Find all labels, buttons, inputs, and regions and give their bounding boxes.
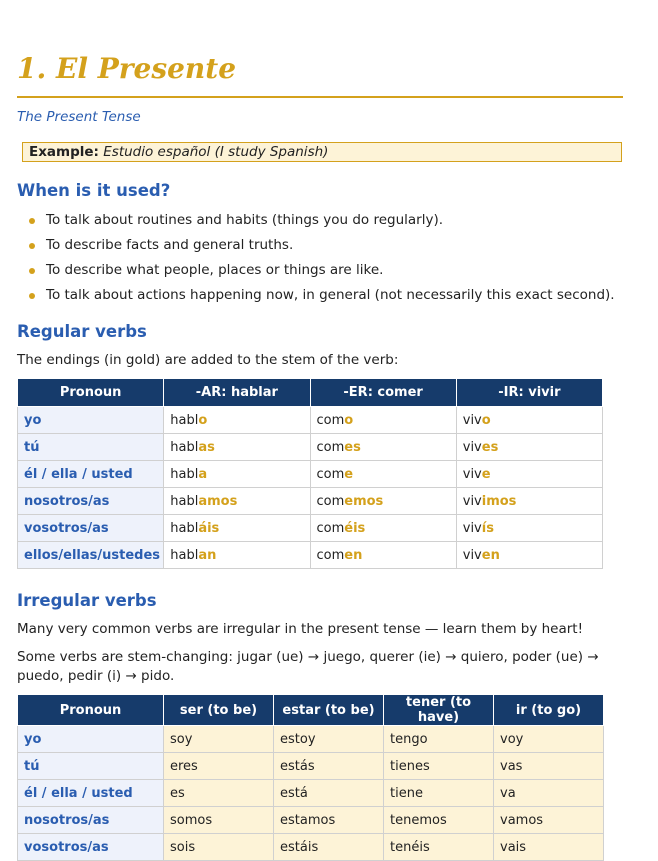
column-header: ir (to go): [494, 695, 604, 726]
pronoun-cell: yo: [18, 407, 164, 434]
title-divider: [17, 96, 623, 98]
example-box: [22, 142, 622, 162]
stem: viv: [462, 493, 482, 509]
stem: viv: [462, 520, 482, 536]
page-title: 1. El Presente: [17, 52, 237, 85]
ending: áis: [198, 520, 220, 536]
pronoun-cell: vosotros/as: [18, 834, 164, 861]
er-cell: [310, 542, 456, 569]
ending: e: [344, 466, 354, 482]
irregular-verbs-heading: Irregular verbs: [17, 591, 157, 610]
irregular-intro-1: Many very common verbs are irregular in the present tense — learn them by heart!: [17, 621, 584, 637]
stem: habl: [170, 439, 199, 455]
er-cell: [310, 434, 456, 461]
ir-cell: [456, 542, 602, 569]
verb-cell: tengo: [384, 726, 494, 753]
example-label: Example:: [29, 144, 99, 160]
ending: o: [198, 412, 208, 428]
bullet-icon: [29, 268, 35, 274]
bullet-icon: [29, 293, 35, 299]
ar-cell: [164, 515, 310, 542]
list-item: [17, 258, 615, 283]
column-header: Pronoun: [18, 695, 164, 726]
irregular-intro-2: Some verbs are stem-changing: jugar (ue) → juego, querer (ie) → quiero, poder (ue) → puedo, pedir (i) → pido.: [17, 649, 599, 684]
stem: viv: [462, 466, 482, 482]
ending: o: [344, 412, 354, 428]
regular-intro: The endings (in gold) are added to the stem of the verb:: [17, 352, 399, 368]
ir-cell: [456, 407, 602, 434]
pronoun-cell: él / ella / usted: [18, 780, 164, 807]
stem: habl: [170, 493, 199, 509]
verb-cell: tenemos: [384, 807, 494, 834]
bullet-text: To describe facts and general truths.: [46, 237, 294, 253]
column-header: -IR: vivir: [456, 379, 602, 407]
table-row: [18, 515, 603, 542]
list-item: [17, 233, 615, 258]
ending: amos: [198, 493, 238, 509]
when-used-heading: When is it used?: [17, 181, 171, 200]
verb-cell: soy: [164, 726, 274, 753]
ending: éis: [344, 520, 366, 536]
pronoun-cell: yo: [18, 726, 164, 753]
stem: viv: [462, 547, 482, 563]
stem: habl: [170, 520, 199, 536]
bullet-icon: [29, 243, 35, 249]
verb-cell: eres: [164, 753, 274, 780]
ar-cell: [164, 434, 310, 461]
stem: habl: [170, 547, 199, 563]
verb-cell: estáis: [274, 834, 384, 861]
pronoun-cell: tú: [18, 753, 164, 780]
ending: es: [481, 439, 499, 455]
table-header-row: [18, 695, 604, 726]
regular-verbs-heading: Regular verbs: [17, 322, 147, 341]
stem: com: [316, 466, 345, 482]
column-header: estar (to be): [274, 695, 384, 726]
ending: en: [481, 547, 500, 563]
verb-cell: vais: [494, 834, 604, 861]
stem: com: [316, 439, 345, 455]
ar-cell: [164, 407, 310, 434]
verb-cell: tiene: [384, 780, 494, 807]
list-item: [17, 283, 615, 308]
list-item: [17, 208, 615, 233]
ending: e: [481, 466, 491, 482]
pronoun-cell: ellos/ellas/ustedes: [18, 542, 164, 569]
irregular-verbs-table: [17, 694, 604, 861]
verb-cell: sois: [164, 834, 274, 861]
ending: an: [198, 547, 217, 563]
bullet-text: To describe what people, places or things are like.: [46, 262, 384, 278]
ending: es: [344, 439, 361, 455]
verb-cell: es: [164, 780, 274, 807]
pronoun-cell: nosotros/as: [18, 488, 164, 515]
table-row: [18, 807, 604, 834]
bullet-text: To talk about actions happening now, in general (not necessarily this exact second).: [46, 287, 615, 303]
verb-cell: voy: [494, 726, 604, 753]
verb-cell: está: [274, 780, 384, 807]
ir-cell: [456, 488, 602, 515]
verb-cell: estoy: [274, 726, 384, 753]
verb-cell: estamos: [274, 807, 384, 834]
table-row: [18, 434, 603, 461]
verb-cell: va: [494, 780, 604, 807]
ar-cell: [164, 488, 310, 515]
stem: com: [316, 412, 345, 428]
table-row: [18, 407, 603, 434]
pronoun-cell: nosotros/as: [18, 807, 164, 834]
column-header: Pronoun: [18, 379, 164, 407]
ending: ís: [481, 520, 494, 536]
er-cell: [310, 461, 456, 488]
pronoun-cell: tú: [18, 434, 164, 461]
table-row: [18, 780, 604, 807]
verb-cell: tienes: [384, 753, 494, 780]
table-row: [18, 753, 604, 780]
column-header: -AR: hablar: [164, 379, 310, 407]
ar-cell: [164, 461, 310, 488]
stem: com: [316, 493, 345, 509]
verb-cell: vamos: [494, 807, 604, 834]
verb-cell: estás: [274, 753, 384, 780]
table-header-row: [18, 379, 603, 407]
stem: com: [316, 547, 345, 563]
bullet-icon: [29, 218, 35, 224]
table-row: [18, 726, 604, 753]
ending: a: [198, 466, 208, 482]
example-text: Estudio español (I study Spanish): [103, 144, 329, 160]
er-cell: [310, 488, 456, 515]
verb-cell: vas: [494, 753, 604, 780]
column-header: -ER: comer: [310, 379, 456, 407]
ending: as: [198, 439, 215, 455]
table-row: [18, 461, 603, 488]
ir-cell: [456, 434, 602, 461]
regular-verbs-table: [17, 378, 603, 569]
stem: habl: [170, 412, 199, 428]
table-row: [18, 542, 603, 569]
ir-cell: [456, 515, 602, 542]
ending: emos: [344, 493, 384, 509]
when-used-list: [17, 208, 615, 308]
er-cell: [310, 407, 456, 434]
stem: com: [316, 520, 345, 536]
ending: o: [481, 412, 491, 428]
column-header: tener (to have): [384, 695, 494, 726]
page-subtitle: The Present Tense: [17, 109, 141, 125]
table-row: [18, 834, 604, 861]
ar-cell: [164, 542, 310, 569]
column-header: ser (to be): [164, 695, 274, 726]
ending: en: [344, 547, 363, 563]
pronoun-cell: vosotros/as: [18, 515, 164, 542]
stem: habl: [170, 466, 199, 482]
verb-cell: tenéis: [384, 834, 494, 861]
stem: viv: [462, 412, 482, 428]
ending: imos: [481, 493, 517, 509]
verb-cell: somos: [164, 807, 274, 834]
stem: viv: [462, 439, 482, 455]
bullet-text: To talk about routines and habits (things you do regularly).: [46, 212, 444, 228]
er-cell: [310, 515, 456, 542]
pronoun-cell: él / ella / usted: [18, 461, 164, 488]
table-row: [18, 488, 603, 515]
ir-cell: [456, 461, 602, 488]
